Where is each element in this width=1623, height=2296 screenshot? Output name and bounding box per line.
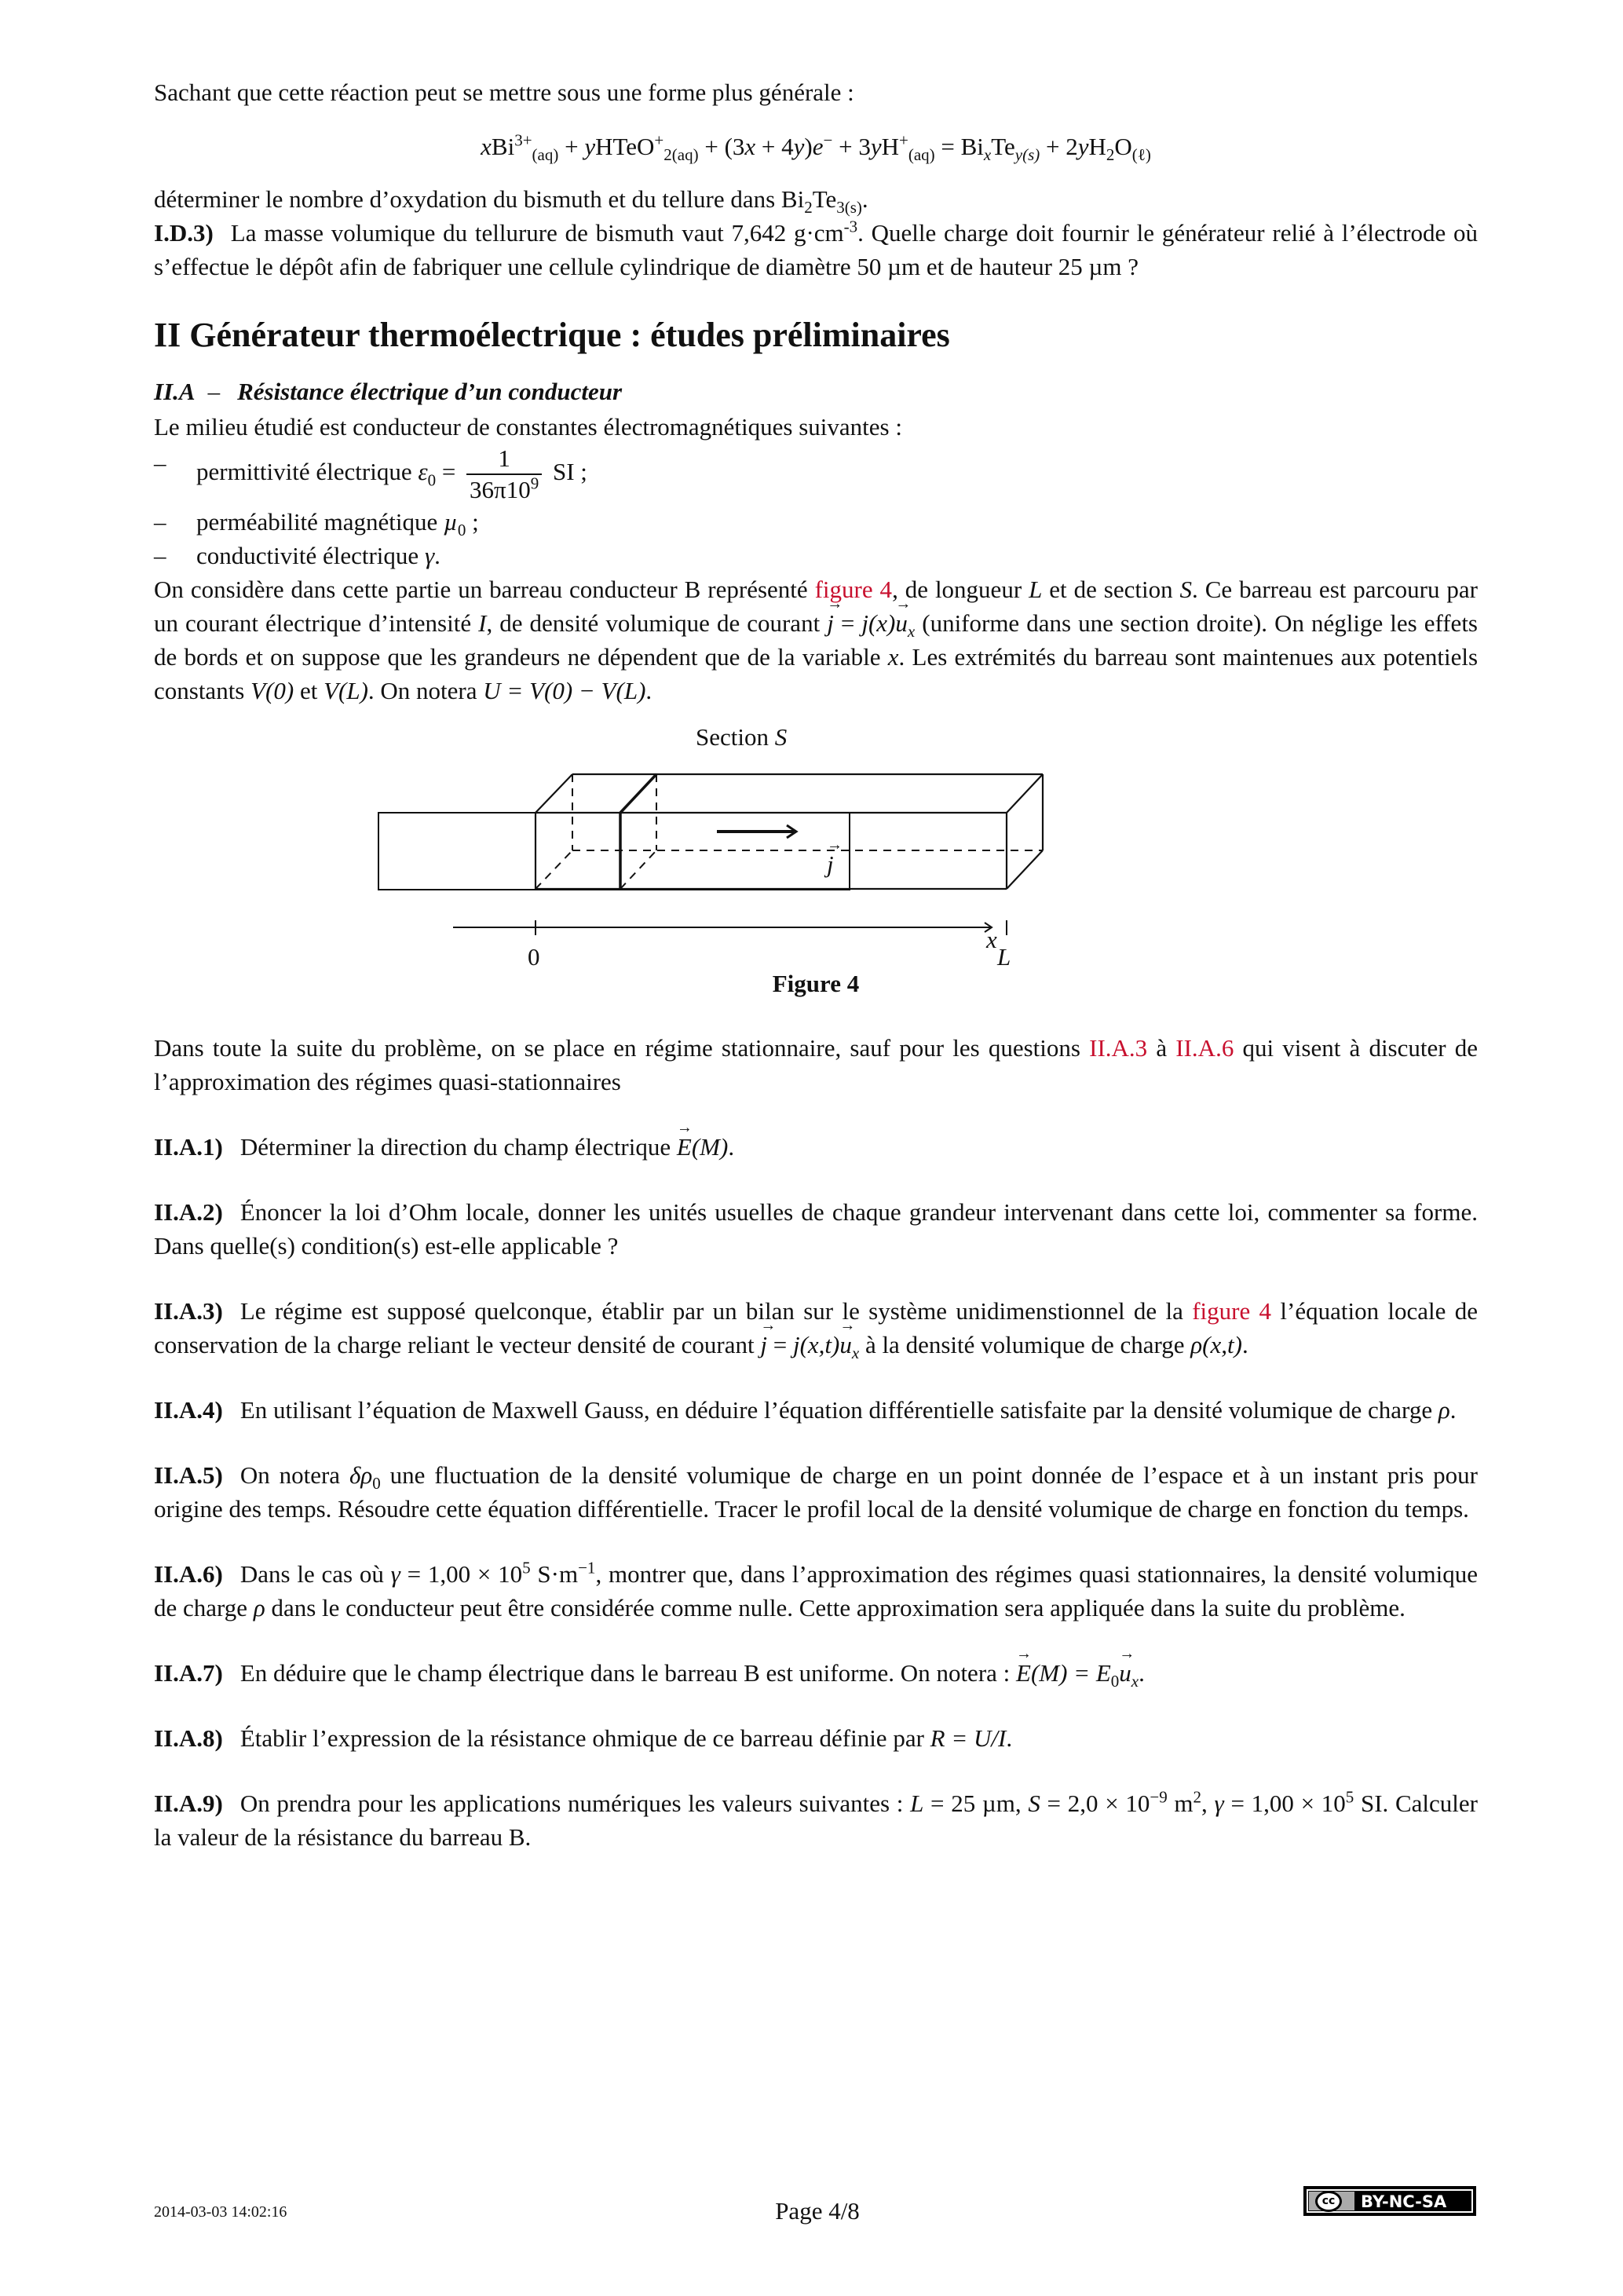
intro-line: Sachant que cette réaction peut se mettre sous une forme plus générale : bbox=[154, 79, 854, 106]
question-label: II.A.5) bbox=[154, 1461, 223, 1489]
link-II-A-6[interactable]: II.A.6 bbox=[1175, 1034, 1234, 1062]
current-arrow bbox=[717, 825, 796, 838]
subsection-heading: II.A – Résistance électrique d’un conducteur bbox=[154, 378, 623, 405]
question-label: II.A.8) bbox=[154, 1724, 223, 1752]
question-ID3: I.D.3) La masse volumique du tellurure de bismuth vaut 7,642 $g\cdot cm^{-3}$. Quelle charge doit fournir le générateur relié à l’électrode où s’effectue le dépôt afin de fabriquer une cellule cylindrique de diamètre 50 µm et de hauteur 25 µm ? bbox=[154, 217, 1478, 280]
page-number: Page 4/8 bbox=[775, 2197, 860, 2225]
question-II-A-9: II.A.9) On prendra pour les applications numériques les valeurs suivantes : L = 25 µm, $S = 2,0 \times 10^{-9}$ $m^2$, $\gamma = 1,00 \times 10^5$ SI. Calculer la valeur de la résistance du barreau B. bbox=[154, 1787, 1478, 1851]
license-badge[interactable] bbox=[1303, 2186, 1476, 2216]
x-axis bbox=[453, 920, 1007, 935]
top-right-diag bbox=[1007, 774, 1043, 813]
figure-4 bbox=[154, 723, 1478, 1037]
question-II-A-3: II.A.3) Le régime est supposé quelconque, établir par un bilan sur le système unidimenstionnel de la figure 4 l’équation locale de conservation de la charge reliant le vecteur densité de courant → $j = j(x,t)\to u_x$ à la densité volumique de charge ρ(x,t). bbox=[154, 1294, 1478, 1362]
constants-intro: Le milieu étudié est conducteur de constantes électromagnétiques suivantes : bbox=[154, 413, 902, 441]
question-label: II.A.4) bbox=[154, 1396, 223, 1424]
question-label: II.A.1) bbox=[154, 1133, 223, 1161]
oxidation-question: déterminer le nombre d’oxydation du bismuth et du tellure dans $Bi_2Te_{3(s)}$. bbox=[154, 185, 868, 218]
redox-equation: xBi$^{3+}_{(aq)}$ + yHTeO+$_{2(aq)}$ + $(3x + 4y)e^- + 3yH^+_{(aq)} = Bi_xTe_{y(s)} + 2yH_2O_{(\ell)}$ bbox=[481, 130, 1151, 165]
top-left-diag bbox=[536, 774, 572, 813]
bottom-right-diag bbox=[1007, 850, 1043, 889]
creative-commons-icon: cc bbox=[1315, 2191, 1342, 2212]
regime-note: Dans toute la suite du problème, on se place en régime stationnaire, sauf pour les questions II.A.3 à II.A.6 qui visent à discuter de l’approximation des régimes quasi-stationnaires bbox=[154, 1034, 1479, 1095]
question-label: II.A.2) bbox=[154, 1198, 223, 1226]
axis-origin-label: 0 bbox=[528, 943, 540, 971]
question-label: II.A.7) bbox=[154, 1659, 223, 1687]
context-paragraph: On considère dans cette partie un barreau conducteur B représenté figure 4, de longueur L et de section S. Ce barreau est parcouru par un courant électrique d’intensité I, de densité volumique de courant → $j = j(x)\to u_x$ (uniforme dans une section droite). On néglige les effets de bords et on suppose que les grandeurs ne dépendent que de la variable x. Les extrémités du barreau sont maintenues aux potentiels constants V(0) et V(L). On notera U = V(0) − V(L). bbox=[154, 572, 1478, 707]
document-page bbox=[154, 75, 1478, 1854]
license-text: BY-NC-SA bbox=[1361, 2192, 1447, 2211]
timestamp: 2014-03-03 14:02:16 bbox=[154, 2203, 287, 2221]
bar-front-face bbox=[378, 813, 850, 890]
question-label: II.A.6) bbox=[154, 1560, 223, 1588]
question-II-A-6: II.A.6) Dans le cas où $\gamma = 1,00 \times 10^5$ $S\cdot m^{-1}$, montrer que, dans l’approximation des régimes quasi stationnaires, la densité volumique de charge ρ dans le conducteur peut être considérée comme nulle. Cette approximation sera appliquée dans la suite du problème. bbox=[154, 1558, 1478, 1621]
constants-list bbox=[154, 444, 1478, 572]
axis-x-label: x bbox=[986, 926, 997, 953]
figure-4-link[interactable]: figure 4 bbox=[1192, 1297, 1272, 1325]
question-label: II.A.9) bbox=[154, 1790, 223, 1817]
link-II-A-3[interactable]: II.A.3 bbox=[1089, 1034, 1148, 1062]
page-footer bbox=[154, 2192, 1481, 2230]
section-s-outline bbox=[620, 774, 656, 889]
constant-permittivity: – permittivité électrique $\varepsilon_0$ = $\frac{1}{36\pi 10^9}$ SI ; bbox=[154, 444, 1478, 505]
question-II-A-2: II.A.2) Énoncer la loi d’Ohm locale, donner les unités usuelles de chaque grandeur intervenant dans cette loi, commenter sa forme. Dans quelle(s) condition(s) est-elle applicable ? bbox=[154, 1198, 1478, 1260]
question-II-A-7: II.A.7) En déduire que le champ électrique dans le barreau B est uniforme. On notera : → $E(M) = E_0\to u_x$. bbox=[154, 1656, 1478, 1690]
current-density-label: → j bbox=[827, 847, 834, 881]
question-II-A-8: II.A.8) Établir l’expression de la résistance ohmique de ce barreau définie par R = U/I. bbox=[154, 1724, 1013, 1752]
question-II-A-1: II.A.1) Déterminer la direction du champ électrique → E(M). bbox=[154, 1130, 1478, 1164]
question-II-A-4: II.A.4) En utilisant l’équation de Maxwell Gauss, en déduire l’équation différentielle satisfaite par la densité volumique de charge ρ. bbox=[154, 1396, 1457, 1424]
figure-4-link[interactable]: figure 4 bbox=[814, 576, 893, 603]
axis-L-label: L bbox=[997, 943, 1011, 971]
fraction: $\frac{1}{36\pi 10^9}$ bbox=[466, 444, 542, 505]
section-label: Section S bbox=[696, 723, 788, 751]
question-II-A-5: II.A.5) On notera $\delta\rho_0$ une fluctuation de la densité volumique de charge en un point donnée de l’espace et à un instant pris pour origine des temps. Résoudre cette équation différentielle. Tracer le profil local de la densité volumique de charge en fonction du temps. bbox=[154, 1461, 1478, 1523]
question-label: II.A.3) bbox=[154, 1297, 223, 1325]
constant-conductivity: – conductivité électrique γ. bbox=[154, 539, 1478, 572]
constant-permeability: – perméabilité magnétique µ$_0$ ; bbox=[154, 505, 1478, 539]
question-label: I.D.3) bbox=[154, 219, 214, 247]
figure-caption: Figure 4 bbox=[772, 970, 860, 997]
section-heading: II Générateur thermoélectrique : études préliminaires bbox=[154, 316, 950, 354]
